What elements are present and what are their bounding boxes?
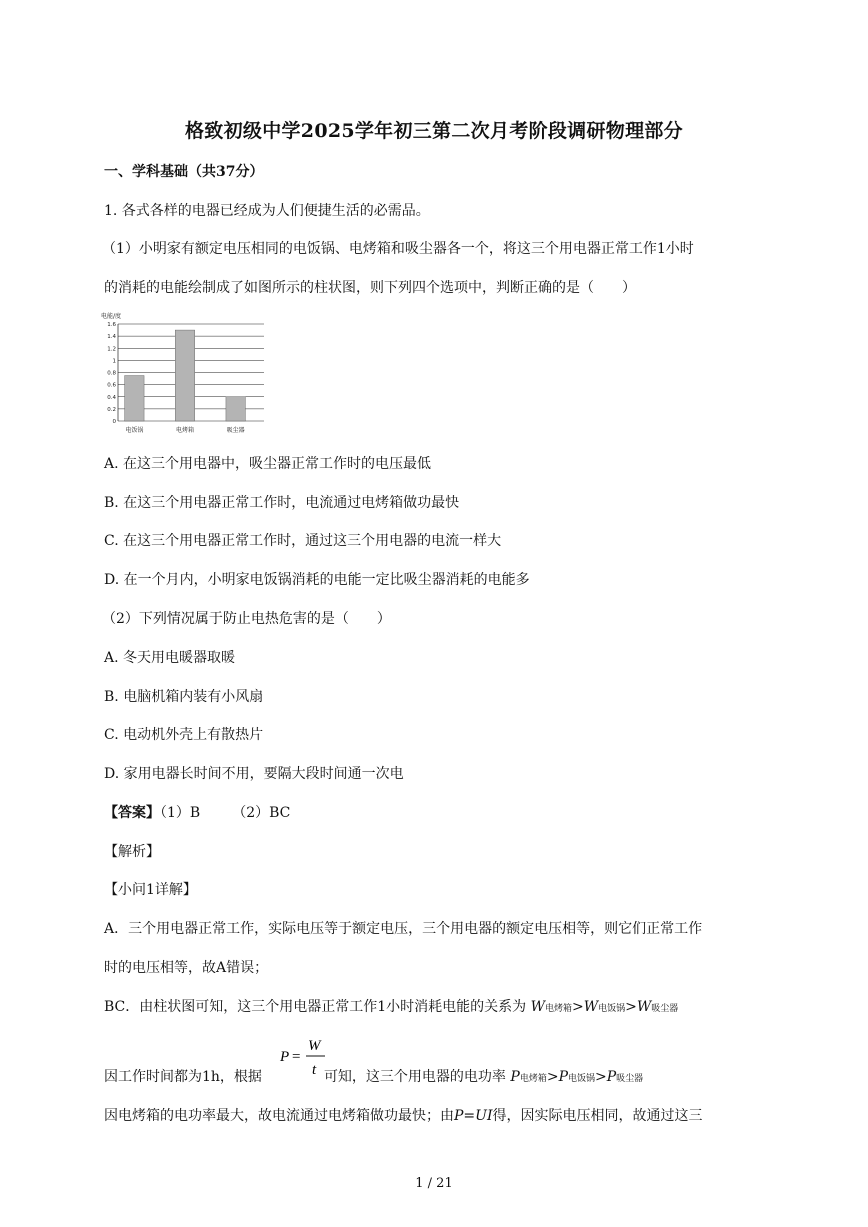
bar — [226, 397, 245, 421]
question-1-1-line-2: 的消耗的电能绘制成了如图所示的柱状图，则下列四个选项中，判断正确的是（ ） — [104, 280, 636, 296]
option-2b: B. 电脑机箱内装有小风扇 — [104, 689, 264, 705]
x-tick-label: 电饭锅 — [125, 427, 144, 434]
x-tick-label: 电烤箱 — [175, 427, 195, 434]
y-tick-label: 0.4 — [107, 394, 116, 401]
energy-bar-chart — [100, 308, 270, 438]
y-tick-label: 1.2 — [107, 346, 116, 353]
answer-label: 【答案】 — [104, 805, 160, 821]
option-2c: C. 电动机外壳上有散热片 — [104, 727, 264, 743]
formula-equals: = — [292, 1049, 301, 1065]
question-1-1-line-1: （1）小明家有额定电压相同的电饭锅、电烤箱和吸尘器各一个，将这三个用电器正常工作1小时 — [102, 241, 694, 257]
explanation-a-line-1: A．三个用电器正常工作，实际电压等于额定电压，三个用电器的额定电压相等，则它们正常工作 — [104, 921, 703, 937]
explanation-bc-line-1: BC．由柱状图可知，这三个用电器正常工作1小时消耗电能的关系为 W电烤箱>W电饭锅>W吸尘器 — [104, 999, 679, 1015]
y-tick-label: 0.6 — [107, 382, 116, 389]
formula-numerator: W — [308, 1038, 321, 1054]
explanation-bc-line-3: 因电烤箱的电功率最大，故电流通过电烤箱做功最快；由P=UI得，因实际电压相同，故通过这三 — [104, 1108, 703, 1124]
option-1d: D. 在一个月内，小明家电饭锅消耗的电能一定比吸尘器消耗的电能多 — [104, 572, 530, 588]
option-2a: A. 冬天用电暖器取暖 — [104, 650, 236, 666]
y-tick-label: 1.4 — [107, 334, 116, 341]
analysis-label: 【解析】 — [104, 844, 160, 860]
page-number: 1 / 21 — [415, 1176, 453, 1191]
answer-line — [104, 802, 290, 822]
option-2d: D. 家用电器长时间不用，要隔大段时间通一次电 — [104, 766, 404, 782]
y-tick-label: 0.8 — [107, 370, 116, 377]
explanation-bc-line-2: 因工作时间都为1h，根据 可知，这三个用电器的电功率 P电烤箱>P电饭锅>P吸尘器 — [104, 1069, 644, 1085]
answer-2: （2）BC — [232, 805, 291, 821]
y-tick-label: 1.6 — [107, 322, 116, 328]
bar — [175, 330, 194, 421]
bar — [125, 376, 144, 421]
explanation-a-line-2: 时的电压相等，故A错误； — [104, 960, 269, 976]
section-heading: 一、学科基础（共37分） — [104, 164, 264, 180]
page-title: 格致初级中学2025学年初三第二次月考阶段调研物理部分 — [185, 120, 683, 142]
question-1-2: （2）下列情况属于防止电热危害的是（ ） — [102, 611, 391, 627]
sub-question-1-heading: 【小问1详解】 — [104, 882, 197, 898]
y-tick-label: 0 — [112, 419, 116, 425]
formula-p: P — [280, 1049, 290, 1065]
formula-denominator: t — [312, 1062, 317, 1078]
option-1a: A. 在这三个用电器中，吸尘器正常工作时的电压最低 — [104, 456, 432, 472]
y-tick-label: 1 — [112, 358, 116, 365]
y-tick-label: 0.2 — [107, 406, 116, 413]
option-1b: B. 在这三个用电器正常工作时，电流通过电烤箱做功最快 — [104, 495, 460, 511]
answer-1: （1）B — [160, 805, 201, 821]
x-tick-label: 吸尘器 — [226, 427, 245, 434]
question-1-intro: 1. 各式各样的电器已经成为人们便捷生活的必需品。 — [104, 203, 430, 219]
y-axis-label: 电能/度 — [101, 313, 122, 320]
option-1c: C. 在这三个用电器正常工作时，通过这三个用电器的电流一样大 — [104, 533, 502, 549]
